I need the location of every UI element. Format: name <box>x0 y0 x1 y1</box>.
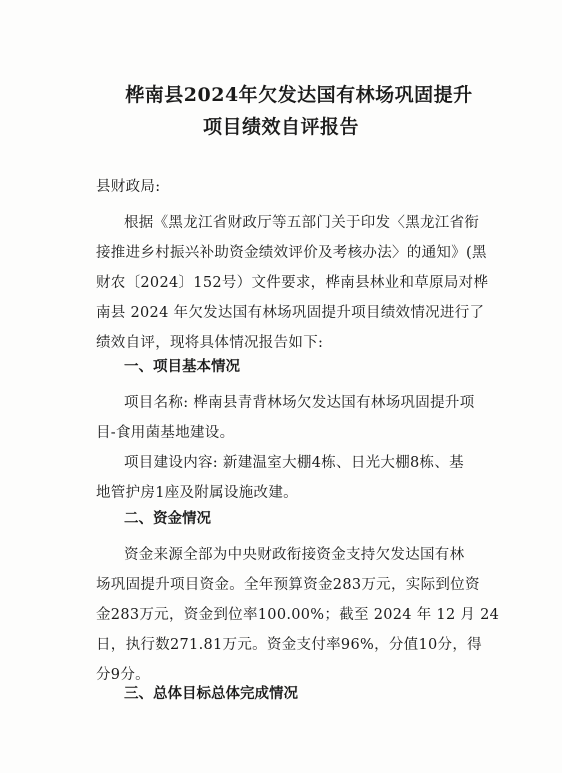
section-2-line-3: 金283万元，资金到位率100.00%；截至 2024 年 12 月 24 <box>96 607 500 623</box>
intro-line-3: 财农〔2024〕152号）文件要求，桦南县林业和草原局对桦 <box>96 275 489 291</box>
intro-line-2: 接推进乡村振兴补助资金绩效评价及考核办法〉的通知》(黑 <box>96 245 487 261</box>
salutation: 县财政局: <box>96 179 161 195</box>
section-2-line-1: 资金来源全部为中央财政衔接资金支持欠发达国有林 <box>124 547 465 563</box>
section-1-heading: 一、项目基本情况 <box>124 359 240 375</box>
section-2-heading: 二、资金情况 <box>124 511 211 527</box>
section-1-line-1: 项目名称: 桦南县青背林场欠发达国有林场巩固提升项 <box>124 395 475 411</box>
section-1-line-2: 目-食用菌基地建设。 <box>96 425 235 441</box>
section-3-heading: 三、总体目标总体完成情况 <box>124 686 298 702</box>
intro-line-5: 绩效自评，现将具体情况报告如下: <box>96 335 324 351</box>
section-2-line-5: 分9分。 <box>96 667 150 683</box>
section-1-line-4: 地管护房1座及附属设施改建。 <box>96 485 298 501</box>
intro-line-1: 根据《黑龙江省财政厅等五部门关于印发〈黑龙江省衔 <box>124 215 480 231</box>
section-2-line-2: 场巩固提升项目资金。全年预算资金283万元，实际到位资 <box>96 577 480 593</box>
section-1-line-3: 项目建设内容: 新建温室大棚4栋、日光大棚8栋、基 <box>124 455 464 471</box>
section-2-line-4: 日，执行数271.81万元。资金支付率96%，分值10分，得 <box>96 637 482 653</box>
intro-line-4: 南县 2024 年欠发达国有林场巩固提升项目绩效情况进行了 <box>96 305 485 321</box>
document-title-line-2: 项目绩效自评报告 <box>202 116 359 138</box>
document-title-line-1: 桦南县2024年欠发达国有林场巩固提升 <box>125 84 473 106</box>
